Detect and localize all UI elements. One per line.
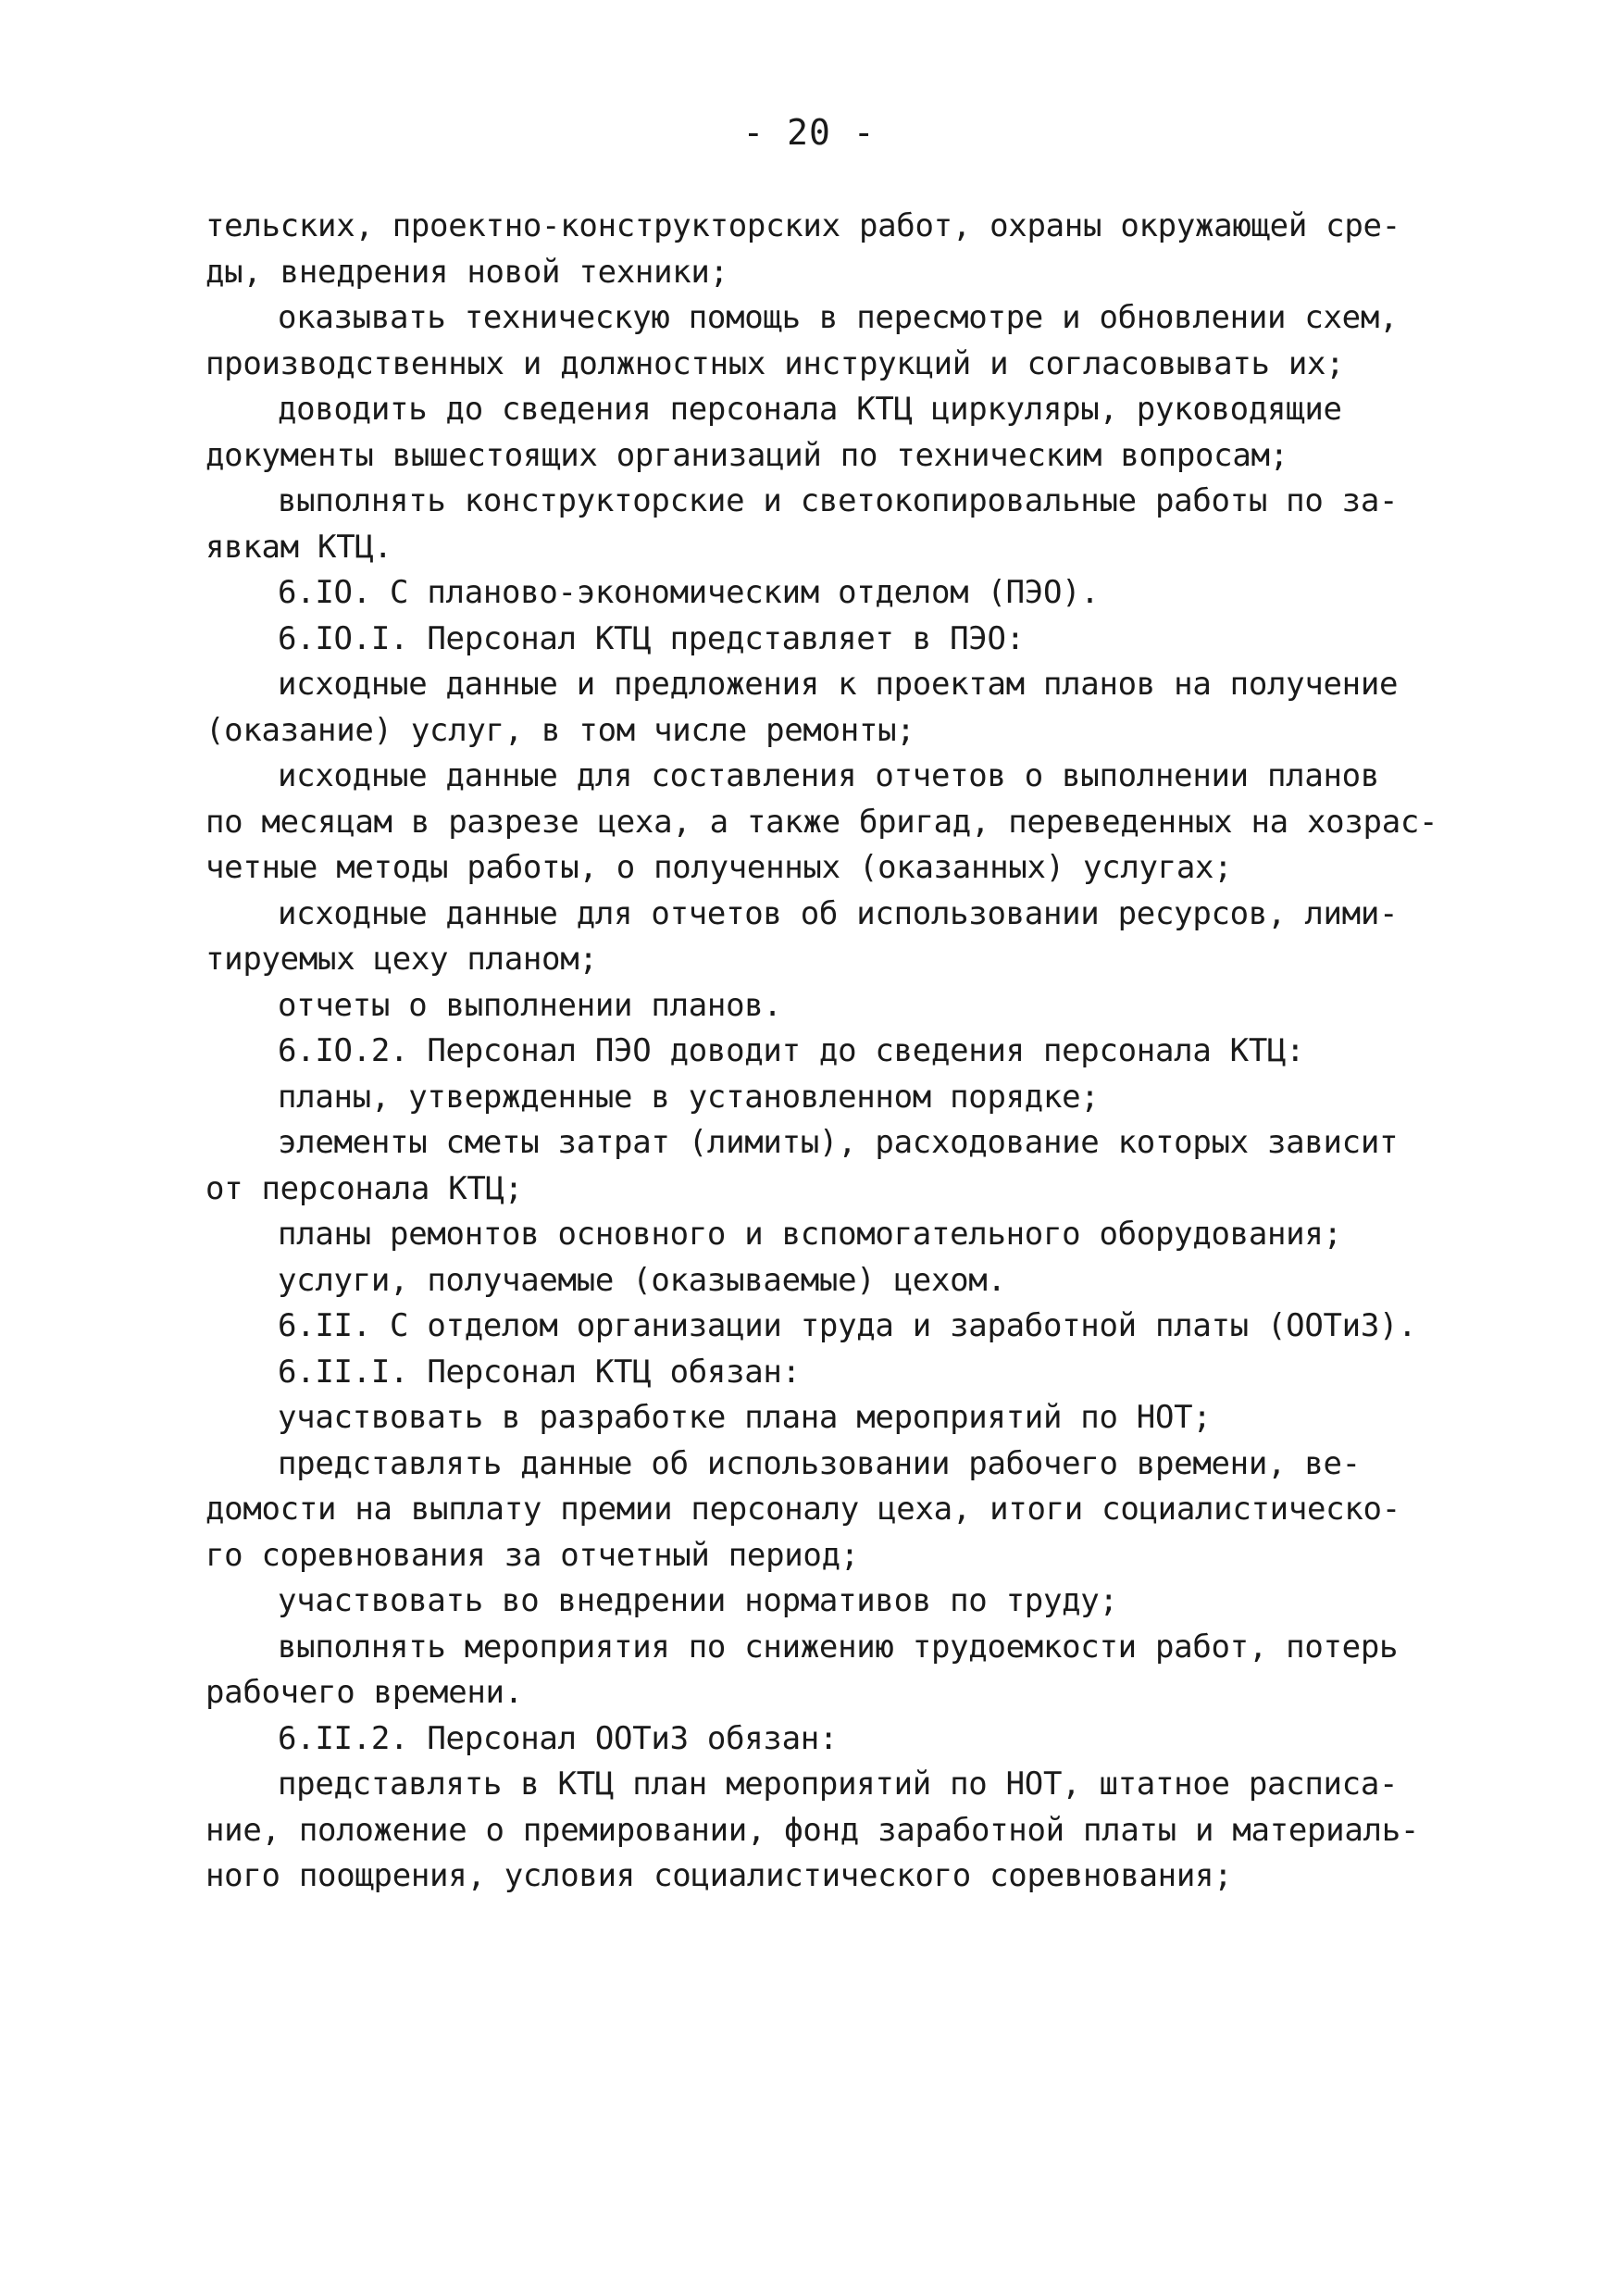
text-line: ного поощрения, условия социалистического соревнования; <box>205 1857 1233 1894</box>
subsection-heading: 6.IO.2. Персонал ПЭО доводит до сведения персонала КТЦ: <box>278 1032 1305 1069</box>
text-line: производственных и должностных инструкций и согласовывать их; <box>205 344 1345 382</box>
subsection-heading: 6.IO.I. Персонал КТЦ представляет в ПЭО: <box>278 619 1025 657</box>
text-line: участвовать во внедрении нормативов по труду; <box>278 1582 1118 1619</box>
text-line: (оказание) услуг, в том числе ремонты; <box>205 711 915 749</box>
text-line: четные методы работы, о полученных (оказанных) услугах; <box>205 849 1233 886</box>
text-line: го соревнования за отчетный период; <box>205 1536 859 1574</box>
text-line: элементы сметы затрат (лимиты), расходование которых зависит <box>278 1124 1399 1161</box>
section-heading: 6.IO. С планово-экономическим отделом (ПЭО). <box>278 574 1100 611</box>
text-line: исходные данные и предложения к проектам планов на получение <box>278 666 1399 703</box>
text-line: участвовать в разработке плана мероприятий по НОТ; <box>278 1399 1212 1436</box>
text-line: домости на выплату премии персоналу цеха, итоги социалистическо- <box>205 1491 1400 1528</box>
text-line: исходные данные для отчетов об использовании ресурсов, лими- <box>278 894 1399 932</box>
text-line: планы, утвержденные в установленном порядке; <box>278 1078 1100 1116</box>
text-line: тельских, проектно-конструкторских работ, охраны окружающей сре- <box>205 207 1400 244</box>
text-line: услуги, получаемые (оказываемые) цехом. <box>278 1261 1006 1299</box>
text-line: исходные данные для составления отчетов о выполнении планов <box>278 757 1380 794</box>
text-line: отчеты о выполнении планов. <box>278 986 782 1024</box>
text-line: рабочего времени. <box>205 1674 523 1711</box>
text-line: планы ремонтов основного и вспомогательного оборудования; <box>278 1216 1342 1253</box>
text-line: выполнять конструкторские и светокопировальные работы по за- <box>278 482 1399 519</box>
text-line: от персонала КТЦ; <box>205 1169 523 1207</box>
text-line: оказывать техническую помощь в пересмотре и обновлении схем, <box>278 299 1399 336</box>
text-line: представлять в КТЦ план мероприятий по НОТ, штатное расписа- <box>278 1766 1399 1803</box>
subsection-heading: 6.II.I. Персонал КТЦ обязан: <box>278 1353 801 1391</box>
document-body <box>205 204 1446 1900</box>
page-number: - 20 - <box>742 112 876 153</box>
text-line: документы вышестоящих организаций по техническим вопросам; <box>205 436 1288 474</box>
text-line: ние, положение о премировании, фонд заработной платы и материаль- <box>205 1811 1420 1849</box>
text-line: представлять данные об использовании рабочего времени, ве- <box>278 1444 1361 1482</box>
subsection-heading: 6.II.2. Персонал ООТиЗ обязан: <box>278 1719 839 1757</box>
text-line: выполнять мероприятия по снижению трудоемкости работ, потерь <box>278 1628 1399 1666</box>
section-heading: 6.II. С отделом организации труда и заработной платы (ООТиЗ). <box>278 1307 1417 1344</box>
text-line: тируемых цеху планом; <box>205 941 598 978</box>
text-line: явкам КТЦ. <box>205 528 392 566</box>
text-line: ды, внедрения новой техники; <box>205 253 728 291</box>
text-line: по месяцам в разрезе цеха, а также бригад, переведенных на хозрас- <box>205 803 1438 841</box>
text-line: доводить до сведения персонала КТЦ циркуляры, руководящие <box>278 391 1342 428</box>
